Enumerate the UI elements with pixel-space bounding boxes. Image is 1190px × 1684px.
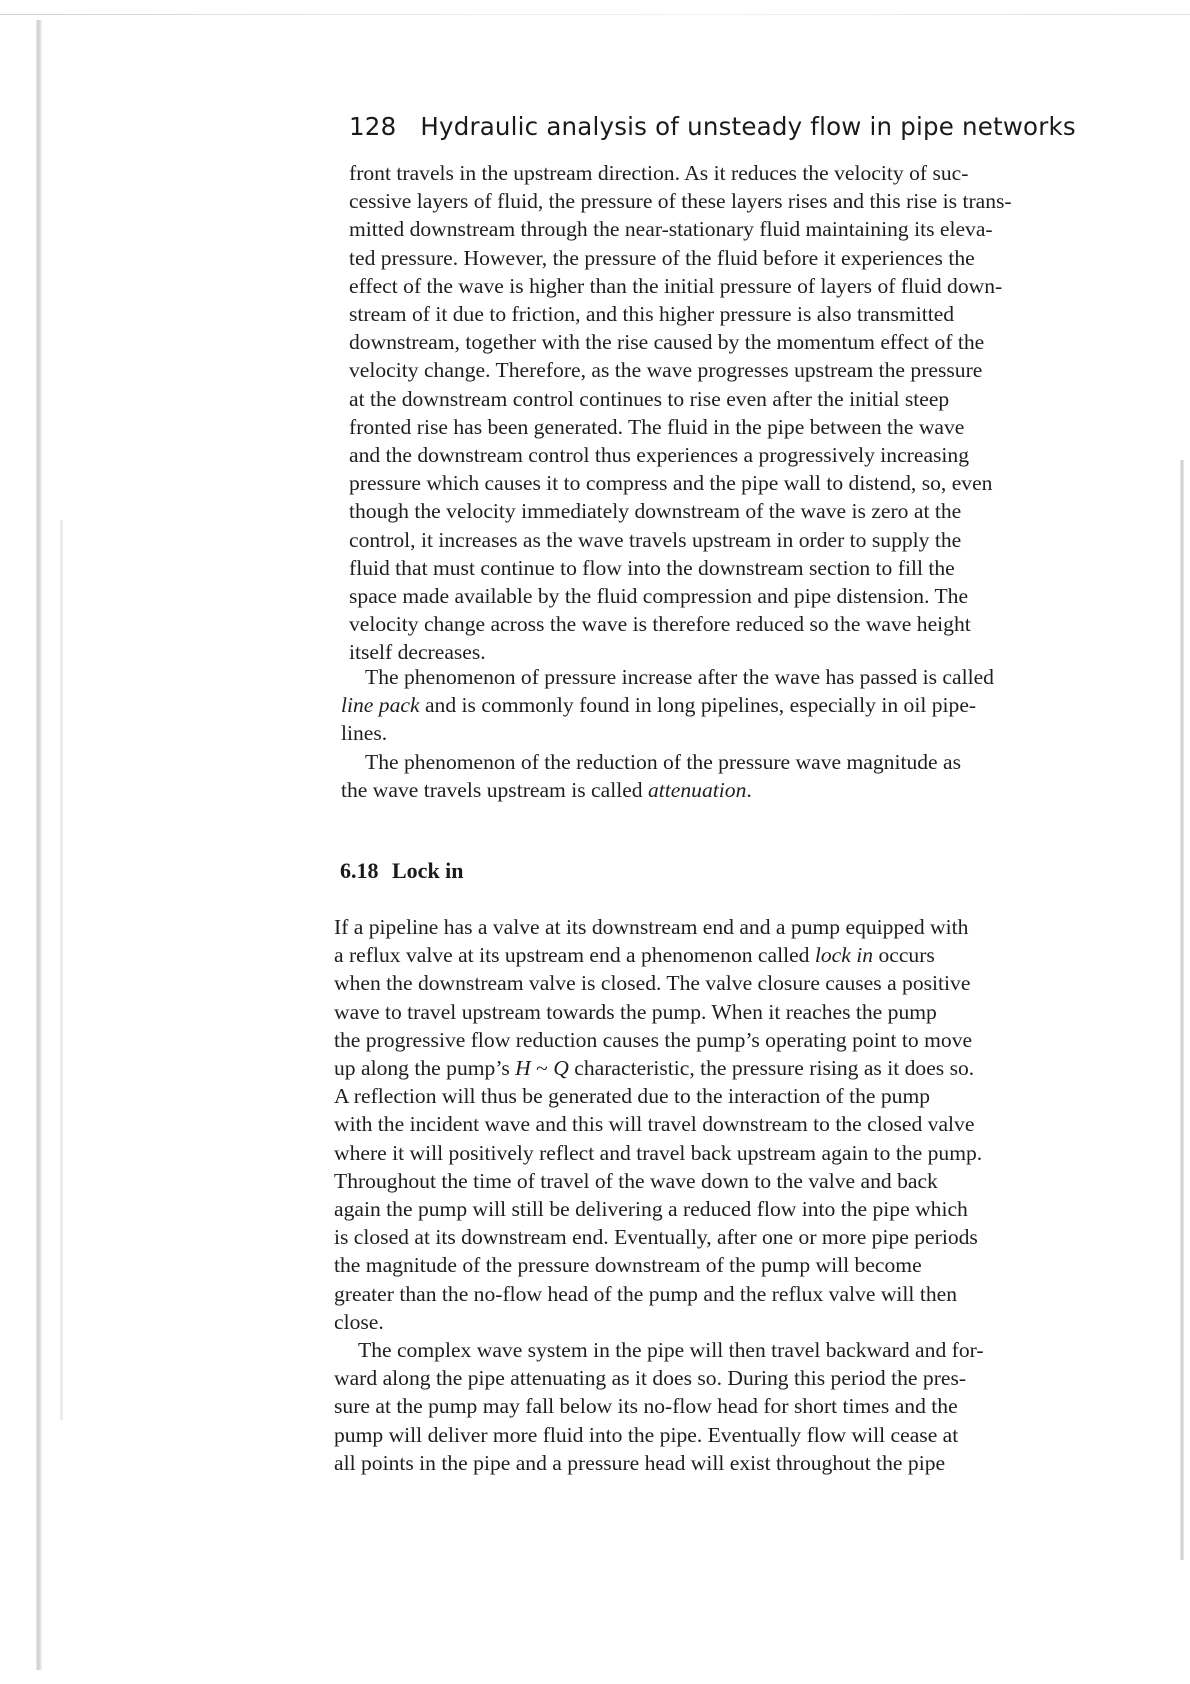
text-line: cessive layers of fluid, the pressure of these layers rises and this rise is trans- xyxy=(349,189,1012,214)
scan-artifact-top xyxy=(0,14,1190,15)
text-line: space made available by the fluid compression and pipe distension. The xyxy=(349,584,969,609)
text-line: is closed at its downstream end. Eventually, after one or more pipe periods xyxy=(334,1225,978,1250)
text-line: all points in the pipe and a pressure head will exist throughout the pipe xyxy=(334,1450,946,1475)
text-line: though the velocity immediately downstream of the wave is zero at the xyxy=(349,499,962,524)
text-line: fluid that must continue to flow into the downstream section to fill the xyxy=(349,555,955,580)
text-line: pressure which causes it to compress and the pipe wall to distend, so, even xyxy=(349,471,993,496)
text-line: control, it increases as the wave travels upstream in order to supply the xyxy=(349,527,962,552)
text-line: front travels in the upstream direction. As it reduces the velocity of suc- xyxy=(349,161,969,185)
text-line: fronted rise has been generated. The fluid in the pipe between the wave xyxy=(349,414,965,439)
text-line: sure at the pump may fall below its no-flow head for short times and the xyxy=(334,1394,958,1419)
text-line: wave to travel upstream towards the pump. When it reaches the pump xyxy=(334,999,937,1024)
text-line: close. xyxy=(334,1309,384,1334)
running-head-title: Hydraulic analysis of unsteady flow in pipe networks xyxy=(420,112,1076,141)
term-line-pack: line pack xyxy=(341,693,420,718)
section-heading xyxy=(340,858,464,884)
text-line: where it will positively reflect and travel back upstream again to the pump. xyxy=(334,1140,983,1165)
scan-artifact-left-shadow xyxy=(60,520,63,1420)
text-line: effect of the wave is higher than the initial pressure of layers of fluid down- xyxy=(349,273,1003,298)
text-line: itself decreases. xyxy=(349,640,486,665)
variable-q: Q xyxy=(553,1056,569,1081)
text-line: The phenomenon of the reduction of the pressure wave magnitude as xyxy=(365,749,962,774)
term-attenuation: attenuation xyxy=(648,777,747,802)
text-line: A reflection will thus be generated due to the interaction of the pump xyxy=(334,1084,931,1109)
term-lock-in: lock in xyxy=(814,943,874,968)
text-line: lines. xyxy=(341,721,388,746)
text-line: ted pressure. However, the pressure of the fluid before it experiences the xyxy=(349,245,975,270)
text-line: ward along the pipe attenuating as it does so. During this period the pres- xyxy=(334,1366,967,1391)
page-number: 128 xyxy=(349,112,397,141)
text-line: Throughout the time of travel of the wave down to the valve and back xyxy=(334,1168,938,1193)
text-line: velocity change. Therefore, as the wave progresses upstream the pressure xyxy=(349,358,983,383)
section-number: 6.18 xyxy=(340,858,379,883)
text-line: The complex wave system in the pipe will then travel backward and for- xyxy=(358,1338,984,1363)
text-line: If a pipeline has a valve at its downstream end and a pump equipped with xyxy=(334,915,969,939)
text-line: and the downstream control thus experiences a progressively increasing xyxy=(349,443,970,468)
text-line: the wave travels upstream is called attenuation. xyxy=(341,777,752,802)
text-line: The phenomenon of pressure increase after the wave has passed is called xyxy=(365,665,994,689)
text-line: pump will deliver more fluid into the pipe. Eventually flow will cease at xyxy=(334,1422,959,1447)
variable-h: H xyxy=(515,1056,531,1081)
paragraph-lock-in xyxy=(334,913,984,1477)
text-line: with the incident wave and this will travel downstream to the closed valve xyxy=(334,1112,975,1137)
paragraph-line-pack-attenuation xyxy=(341,663,994,804)
text-line: again the pump will still be delivering a reduced flow into the pipe which xyxy=(334,1197,968,1222)
section-title: Lock in xyxy=(392,858,464,883)
text-line: the magnitude of the pressure downstream of the pump will become xyxy=(334,1253,922,1278)
text-line: velocity change across the wave is therefore reduced so the wave height xyxy=(349,612,971,637)
text-line: up along the pump’s H ~ Q characteristic, the pressure rising as it does so. xyxy=(334,1056,975,1081)
running-head xyxy=(349,112,1169,141)
text-line: mitted downstream through the near-stationary fluid maintaining its eleva- xyxy=(349,217,993,242)
paragraph-wave-front xyxy=(349,159,1012,667)
text-line: at the downstream control continues to rise even after the initial steep xyxy=(349,386,950,411)
text-line: a reflux valve at its upstream end a phenomenon called lock in occurs xyxy=(334,943,935,968)
scan-artifact-left-edge xyxy=(36,20,42,1670)
text-line: the progressive flow reduction causes the pump’s operating point to move xyxy=(334,1027,973,1052)
text-line: downstream, together with the rise caused by the momentum effect of the xyxy=(349,330,985,355)
text-line: line pack and is commonly found in long pipelines, especially in oil pipe- xyxy=(341,693,977,718)
text-line: greater than the no-flow head of the pump and the reflux valve will then xyxy=(334,1281,958,1306)
scan-artifact-right-edge xyxy=(1180,460,1184,1560)
text-line: when the downstream valve is closed. The valve closure causes a positive xyxy=(334,971,971,996)
text-line: stream of it due to friction, and this higher pressure is also transmitted xyxy=(349,302,955,327)
